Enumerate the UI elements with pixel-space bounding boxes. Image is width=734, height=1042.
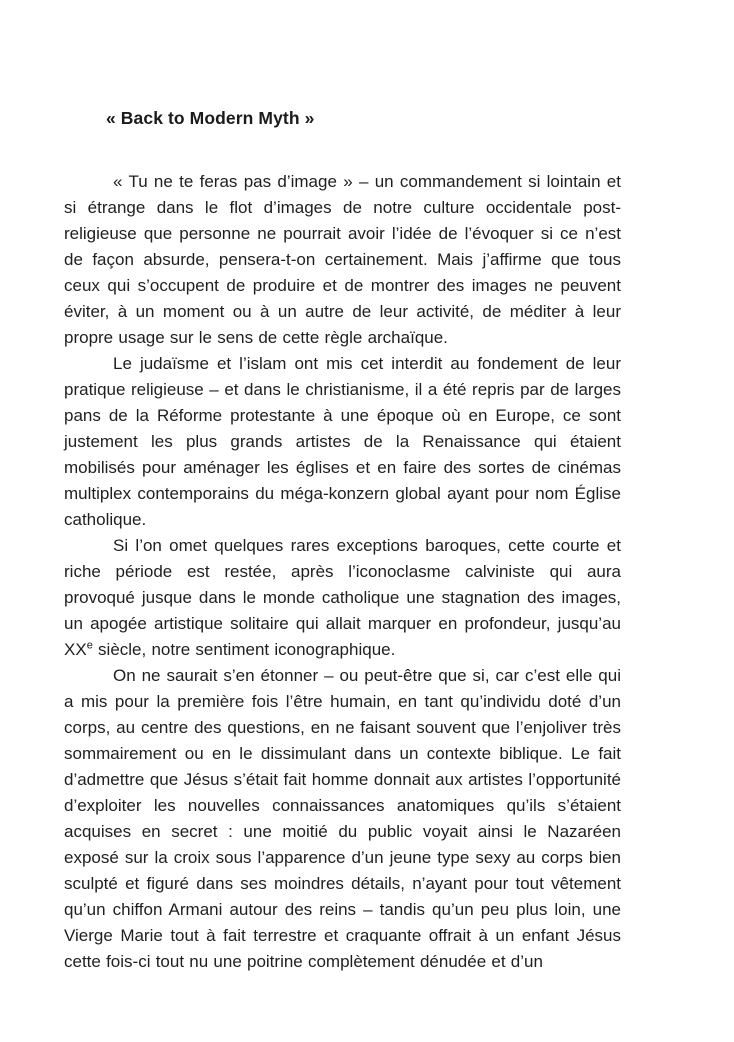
paragraph-text: Le judaïsme et l’islam ont mis cet interdit au fondement de leur pratique religieuse – et dans le christianisme, il a été repris par de larges pans de la Réforme protestante à une époque où en Europe, ce sont justement les plus grands artistes de la Renaissance qui étaient mobilisés pour aménager les églises et en faire des sortes de cinémas multiplex contemporains du méga-konzern global ayant pour nom Église catholique. [64, 354, 621, 529]
paragraph-text: On ne saurait s’en étonner – ou peut-être que si, car c’est elle qui a mis pour la première fois l’être humain, en tant qu’individu doté d’un corps, au centre des questions, en ne faisant souvent que l’enjoliver très sommairement ou en le dissimulant dans un contexte biblique. Le fait d’admettre que Jésus s’était fait homme donnait aux artistes l’opportunité d’exploiter les nouvelles connaissances anatomiques qu’ils s’étaient acquises en secret : une moitié du public voyait ainsi le Nazaréen exposé sur la croix sous l’apparence d’un jeune type sexy au corps bien sculpté et figuré dans ses moindres détails, n’ayant pour tout vêtement qu’un chiffon Armani autour des reins – tandis qu’un peu plus loin, une Vierge Marie tout à fait terrestre et craquante offrait à un enfant Jésus cette fois-ci tout nu une poitrine complètement dénudée et d’un [64, 666, 621, 971]
paragraph [64, 663, 621, 975]
paragraph-text: Si l’on omet quelques rares exceptions baroques, cette courte et riche période est restée, après l’iconoclasme calviniste qui aura provoqué jusque dans le monde catholique une stagnation des images, un apogée artistique solitaire qui allait marquer en profondeur, jusqu’au XX [64, 536, 621, 659]
paragraph [64, 533, 621, 663]
paragraph [64, 169, 621, 351]
superscript-ordinal: e [86, 639, 93, 652]
document-title: « Back to Modern Myth » [106, 108, 315, 128]
paragraph-text: « Tu ne te feras pas d’image » – un commandement si lointain et si étrange dans le flot d’images de notre culture occidentale post-religieuse que personne ne pourrait avoir l’idée de l’évoquer si ce n’est de façon absurde, pensera-t-on certainement. Mais j’affirme que tous ceux qui s’occupent de produire et de montrer des images ne peuvent éviter, à un moment ou à un autre de leur activité, de méditer à leur propre usage sur le sens de cette règle archaïque. [64, 172, 621, 347]
paragraph-text: siècle, notre sentiment iconographique. [92, 640, 396, 659]
article-body [64, 169, 621, 975]
paragraph [64, 351, 621, 533]
